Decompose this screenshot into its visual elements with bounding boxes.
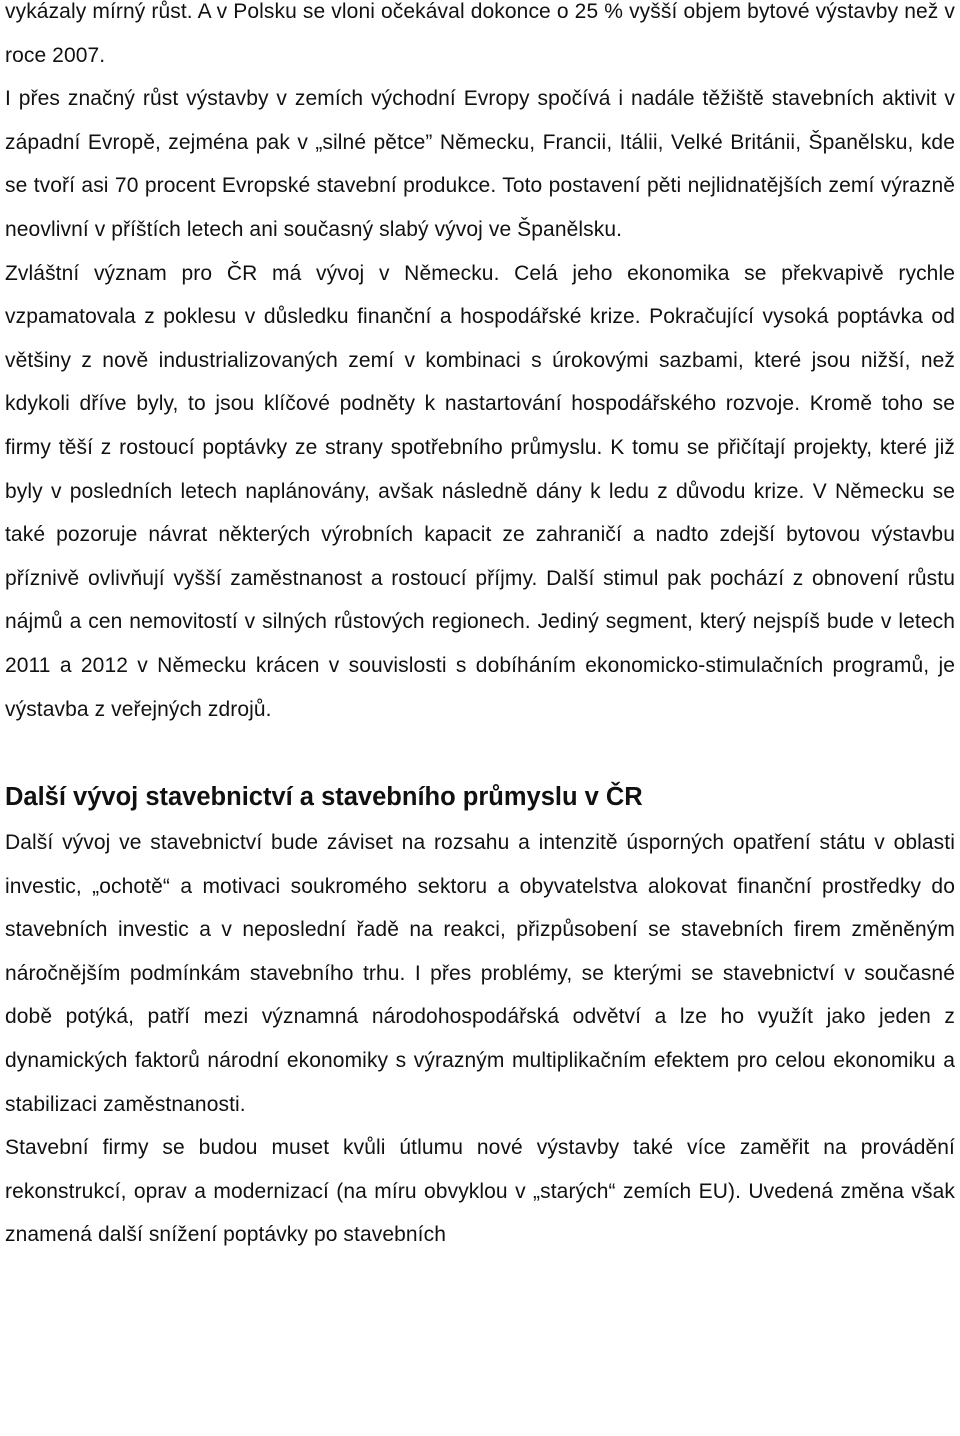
section-spacer xyxy=(5,731,955,771)
document-page xyxy=(5,0,955,1257)
paragraph-western-europe: I přes značný růst výstavby v zemích východní Evropy spočívá i nadále těžiště stavebních aktivit v západní Evropě, zejména pak v „silné pětce” Německu, Francii, Itálii, Velké Británii, Španělsku, kde se tvoří asi 70 procent Evropské stavební produkce. Toto postavení pěti nejlidnatějších zemí výrazně neovlivní v příštích letech ani současný slabý vývoj ve Španělsku. xyxy=(5,87,955,241)
paragraph-poland-housing: vykázaly mírný růst. A v Polsku se vloni očekával dokonce o 25 % vyšší objem bytové výstavby než v roce 2007. xyxy=(5,0,955,67)
paragraph-construction-firms: Stavební firmy se budou muset kvůli útlumu nové výstavby také více zaměřit na provádění rekonstrukcí, oprav a modernizací (na míru obvyklou v „starých“ zemích EU). Uvedená změna však znamená další snížení poptávky po stavebních xyxy=(5,1136,955,1247)
paragraph-further-development: Další vývoj ve stavebnictví bude záviset na rozsahu a intenzitě úsporných opatření státu v oblasti investic, „ochotě“ a motivaci soukromého sektoru a obyvatelstva alokovat finanční prostředky do stavebních investic a v neposlední řadě na reakci, přizpůsobení se stavebních firem změněným náročnějším podmínkám stavebního trhu. I přes problémy, se kterými se stavebnictví v současné době potýká, patří mezi významná národohospodářská odvětví a lze ho využít jako jeden z dynamických faktorů národní ekonomiky s výrazným multiplikačním efektem pro celou ekonomiku a stabilizaci zaměstnanosti. xyxy=(5,831,955,1116)
paragraph-germany: Zvláštní význam pro ČR má vývoj v Německu. Celá jeho ekonomika se překvapivě rychle vzpamatovala z poklesu v důsledku finanční a hospodářské krize. Pokračující vysoká poptávka od většiny z nově industrializovaných zemí v kombinaci s úrokovými sazbami, které jsou nižší, než kdykoli dříve byly, to jsou klíčové podněty k nastartování hospodářského rozvoje. Kromě toho se firmy těší z rostoucí poptávky ze strany spotřebního průmyslu. K tomu se přičítají projekty, které již byly v posledních letech naplánovány, avšak následně dány k ledu z důvodu krize. V Německu se také pozoruje návrat některých výrobních kapacit ze zahraničí a nadto zdejší bytovou výstavbu příznivě ovlivňují vyšší zaměstnanost a rostoucí příjmy. Další stimul pak pochází z obnovení růstu nájmů a cen nemovitostí v silných růstových regionech. Jediný segment, který nejspíš bude v letech 2011 a 2012 v Německu krácen v souvislosti s dobíháním ekonomicko-stimulačních programů, je výstavba z veřejných zdrojů. xyxy=(5,261,955,721)
section-heading: Další vývoj stavebnictví a stavebního průmyslu v ČR xyxy=(5,783,643,812)
